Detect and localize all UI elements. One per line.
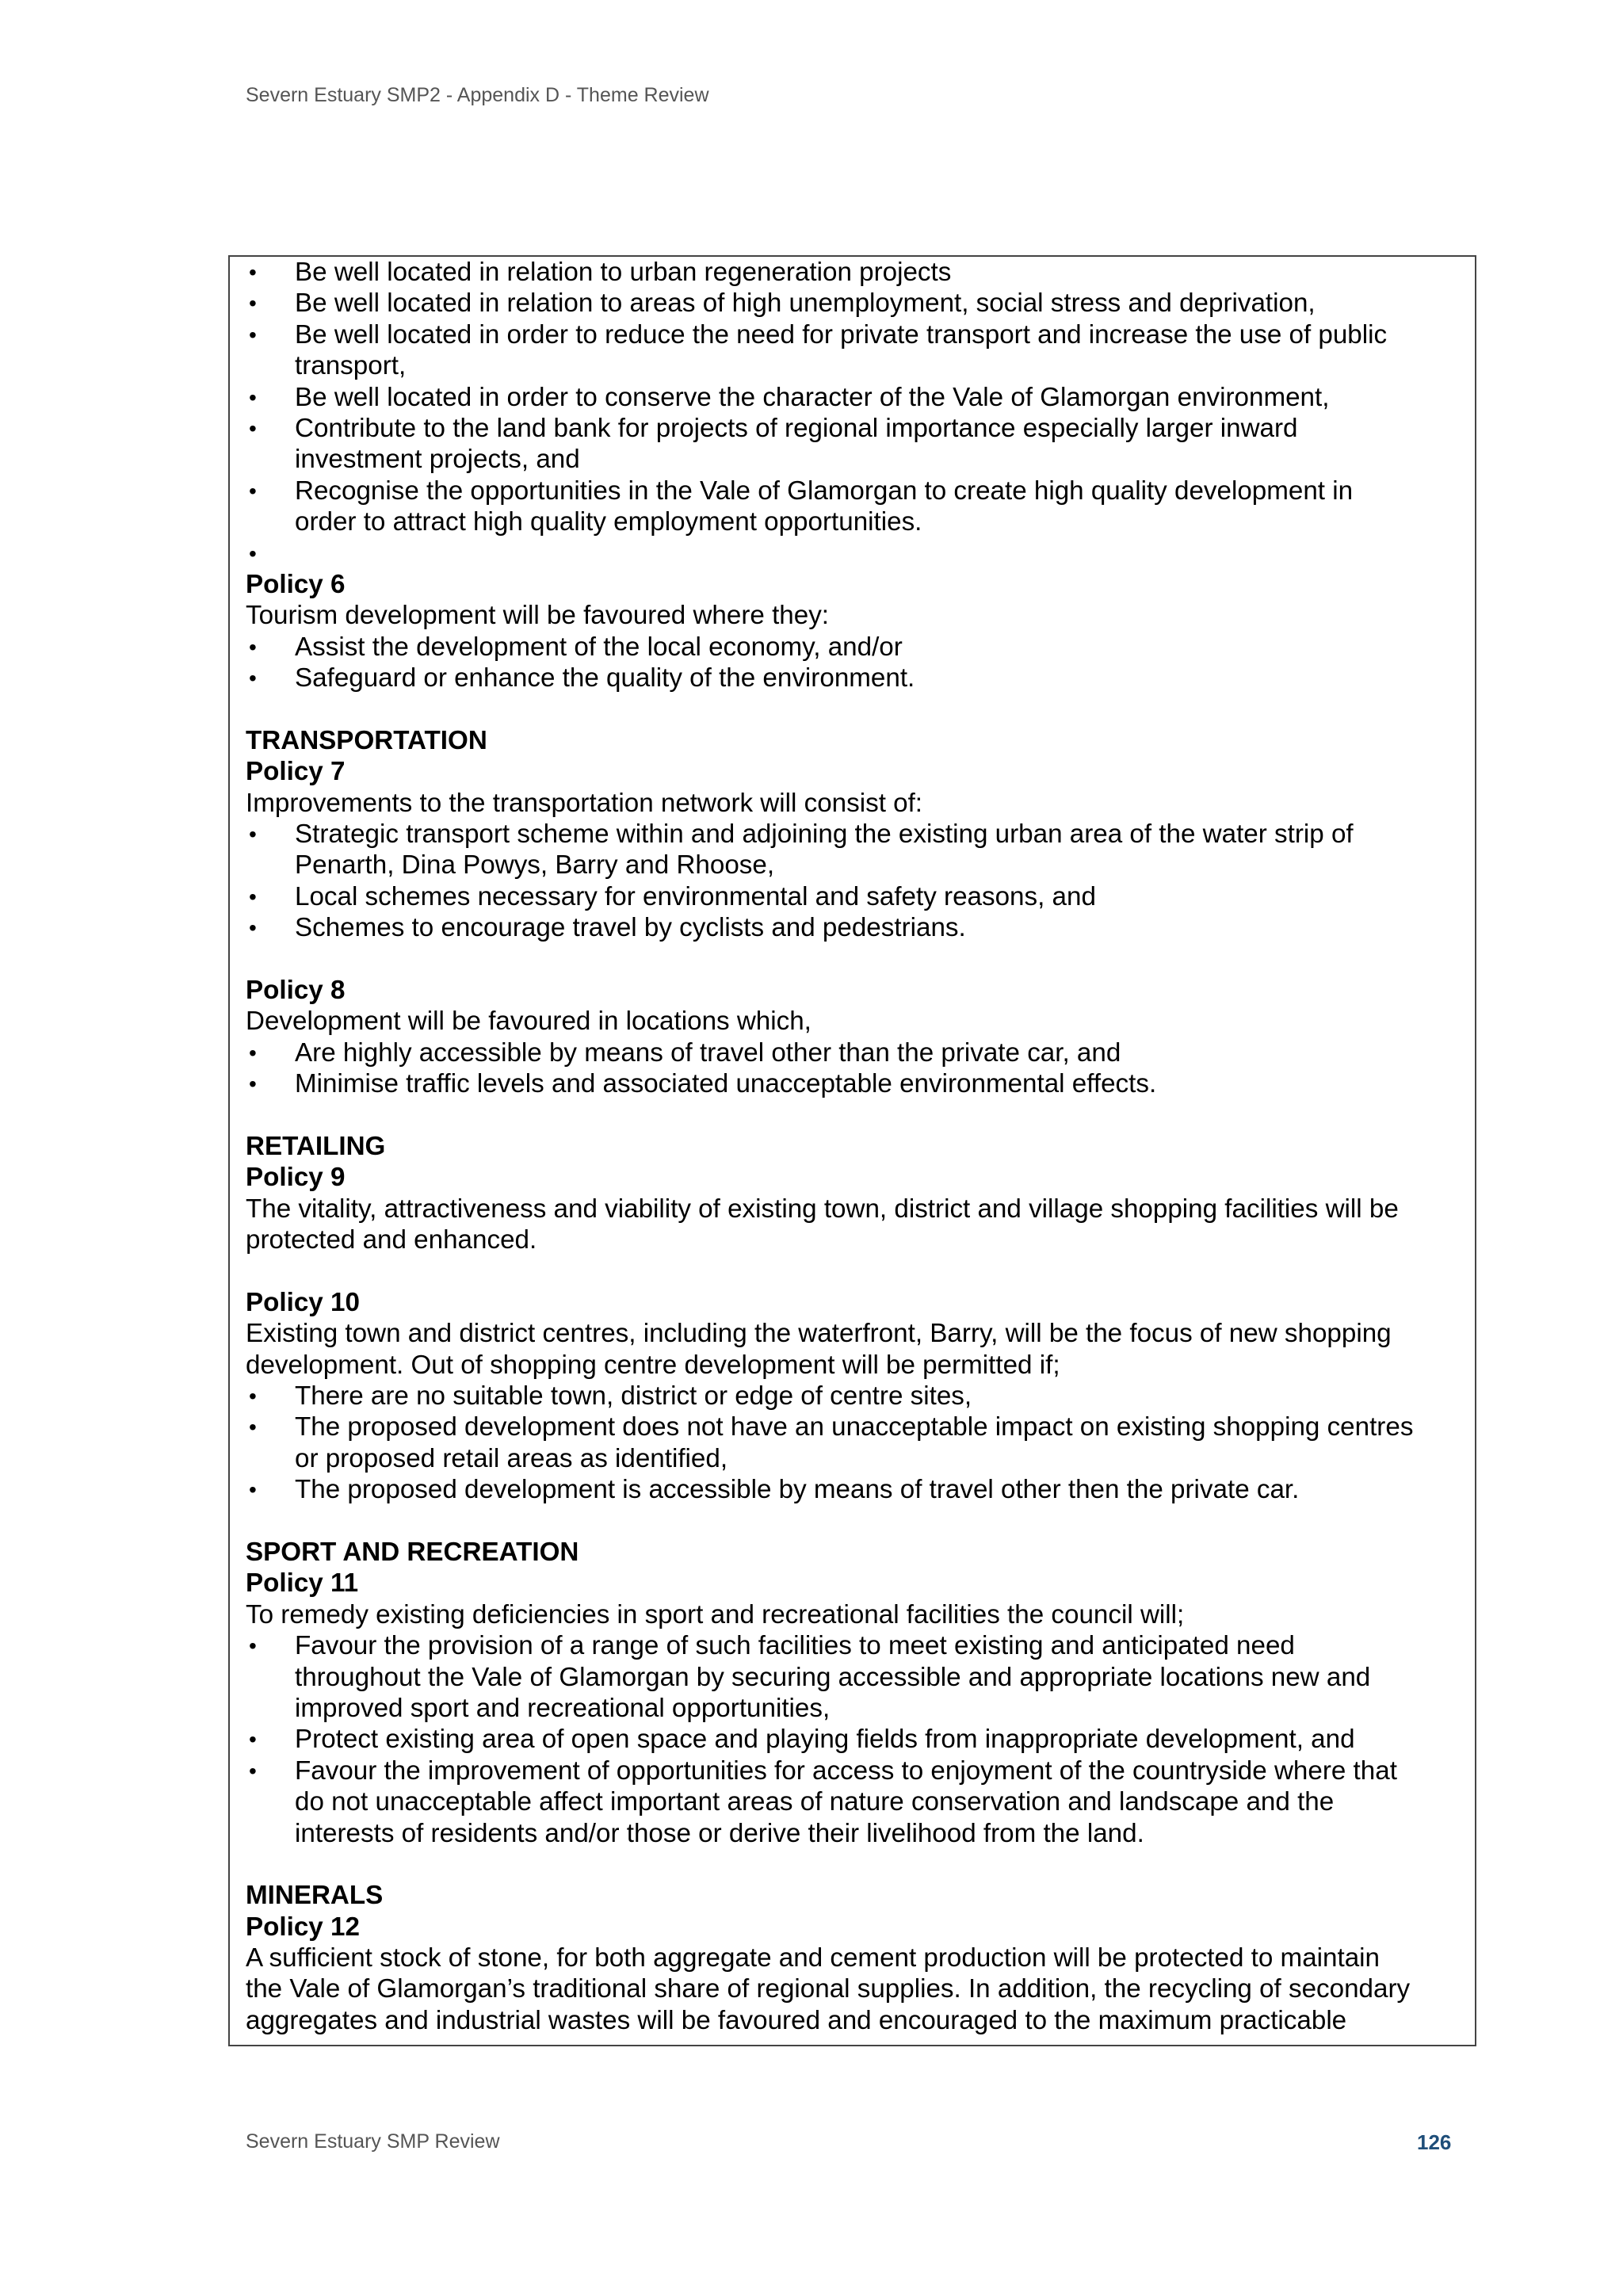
bullet-text: Protect existing area of open space and playing fields from inappropriate development, and bbox=[295, 1725, 1355, 1755]
bullet-continuation: do not unacceptable affect important areas of nature conservation and landscape and the bbox=[295, 1787, 1335, 1817]
section-heading: TRANSPORTATION bbox=[246, 725, 487, 755]
bullet-continuation: Penarth, Dina Powys, Barry and Rhoose, bbox=[295, 850, 775, 881]
body-text: A sufficient stock of stone, for both aggregate and cement production will be protected to maintain bbox=[246, 1943, 1380, 1973]
spacer bbox=[246, 1506, 1461, 1537]
section-heading: RETAILING bbox=[246, 1131, 386, 1161]
bullet-item bbox=[246, 257, 1461, 288]
bullet-text: Local schemes necessary for environmental and safety reasons, and bbox=[295, 881, 1096, 911]
bullet-continuation: order to attract high quality employment opportunities. bbox=[295, 507, 922, 537]
bullet-text: Favour the provision of a range of such facilities to meet existing and anticipated need bbox=[295, 1631, 1295, 1661]
bullet-text: Be well located in relation to urban regeneration projects bbox=[295, 258, 952, 287]
page-number: 126 bbox=[1417, 2130, 1452, 2154]
section-heading: Policy 8 bbox=[246, 975, 346, 1005]
bullet-item bbox=[246, 1724, 1461, 1755]
section-heading: Policy 7 bbox=[246, 757, 346, 787]
bullet-icon: • bbox=[249, 1758, 257, 1783]
bullet-text: Minimise traffic levels and associated unacceptable environmental effects. bbox=[295, 1069, 1157, 1099]
bullet-item bbox=[246, 382, 1461, 413]
bullet-icon: • bbox=[249, 1072, 257, 1097]
bullet-icon: • bbox=[249, 1415, 257, 1440]
spacer bbox=[246, 1100, 1461, 1131]
bullet-continuation: interests of residents and/or those or derive their livelihood from the land. bbox=[295, 1818, 1144, 1848]
bullet-item bbox=[246, 912, 1461, 943]
bullet-icon: • bbox=[249, 291, 257, 316]
bullet-text: Favour the improvement of opportunities for access to enjoyment of the countryside where that bbox=[295, 1755, 1397, 1786]
section-heading: Policy 6 bbox=[246, 569, 346, 599]
spacer bbox=[246, 1849, 1461, 1880]
bullet-item bbox=[246, 476, 1461, 506]
bullet-text: Recognise the opportunities in the Vale of Glamorgan to create high quality development in bbox=[295, 476, 1354, 506]
bullet-item bbox=[246, 1037, 1461, 1068]
body-text: Tourism development will be favoured where they: bbox=[246, 601, 830, 631]
bullet-text: Contribute to the land bank for projects of regional importance especially larger inward bbox=[295, 413, 1298, 443]
bullet-item bbox=[246, 413, 1461, 444]
bullet-icon: • bbox=[249, 915, 257, 941]
bullet-icon: • bbox=[249, 322, 257, 347]
bullet-item bbox=[246, 1412, 1461, 1442]
spacer bbox=[246, 944, 1461, 975]
section-heading: Policy 10 bbox=[246, 1287, 360, 1317]
body-text: development. Out of shopping centre development will be permitted if; bbox=[246, 1350, 1060, 1380]
bullet-item bbox=[246, 538, 1461, 569]
bullet-continuation: throughout the Vale of Glamorgan by securing accessible and appropriate locations new and bbox=[295, 1662, 1371, 1692]
bullet-continuation: investment projects, and bbox=[295, 445, 580, 475]
bullet-icon: • bbox=[249, 884, 257, 909]
bullet-icon: • bbox=[249, 260, 257, 285]
bullet-item bbox=[246, 663, 1461, 693]
policy-lines bbox=[246, 257, 1461, 2036]
bullet-icon: • bbox=[249, 384, 257, 410]
page-header: Severn Estuary SMP2 - Appendix D - Theme Review bbox=[246, 84, 709, 106]
bullet-icon: • bbox=[249, 541, 257, 566]
bullet-item bbox=[246, 1755, 1461, 1786]
section-heading: Policy 11 bbox=[246, 1568, 359, 1599]
body-text: Existing town and district centres, including the waterfront, Barry, will be the focus of new shopping bbox=[246, 1319, 1392, 1349]
bullet-icon: • bbox=[249, 1727, 257, 1752]
bullet-item bbox=[246, 1474, 1461, 1505]
bullet-icon: • bbox=[249, 415, 257, 441]
bullet-text: Be well located in order to conserve the character of the Vale of Glamorgan environment, bbox=[295, 382, 1330, 412]
bullet-icon: • bbox=[249, 666, 257, 691]
bullet-text: There are no suitable town, district or edge of centre sites, bbox=[295, 1381, 972, 1412]
body-text: To remedy existing deficiencies in sport and recreational facilities the council will; bbox=[246, 1599, 1185, 1629]
bullet-icon: • bbox=[249, 1477, 257, 1503]
bullet-item bbox=[246, 819, 1461, 850]
bullet-item bbox=[246, 319, 1461, 350]
section-heading: MINERALS bbox=[246, 1881, 384, 1911]
bullet-text: Strategic transport scheme within and adjoining the existing urban area of the water strip of bbox=[295, 819, 1354, 850]
body-text: protected and enhanced. bbox=[246, 1225, 537, 1255]
bullet-item bbox=[246, 288, 1461, 319]
bullet-icon: • bbox=[249, 478, 257, 503]
bullet-icon: • bbox=[249, 634, 257, 659]
spacer bbox=[246, 693, 1461, 724]
body-text: aggregates and industrial wastes will be favoured and encouraged to the maximum practicable bbox=[246, 2005, 1347, 2035]
bullet-text: Safeguard or enhance the quality of the environment. bbox=[295, 663, 915, 693]
bullet-item bbox=[246, 1068, 1461, 1099]
bullet-item bbox=[246, 1381, 1461, 1412]
bullet-continuation: improved sport and recreational opportunities, bbox=[295, 1693, 831, 1723]
bullet-text: Be well located in relation to areas of high unemployment, social stress and deprivation, bbox=[295, 288, 1316, 319]
bullet-text: Are highly accessible by means of travel other than the private car, and bbox=[295, 1037, 1121, 1068]
bullet-text: The proposed development is accessible by means of travel other then the private car. bbox=[295, 1475, 1300, 1505]
bullet-continuation: or proposed retail areas as identified, bbox=[295, 1443, 728, 1473]
bullet-item bbox=[246, 632, 1461, 663]
body-text: Improvements to the transportation network will consist of: bbox=[246, 788, 923, 818]
bullet-text: Be well located in order to reduce the need for private transport and increase the use of public bbox=[295, 319, 1388, 350]
section-heading: SPORT AND RECREATION bbox=[246, 1538, 579, 1568]
body-text: the Vale of Glamorgan’s traditional share of regional supplies. In addition, the recycling of secondary bbox=[246, 1974, 1411, 2004]
bullet-icon: • bbox=[249, 1040, 257, 1065]
body-text: Development will be favoured in locations which, bbox=[246, 1007, 812, 1037]
bullet-item bbox=[246, 1630, 1461, 1661]
spacer bbox=[246, 1256, 1461, 1287]
bullet-text: The proposed development does not have an unacceptable impact on existing shopping centres bbox=[295, 1412, 1414, 1442]
bullet-text: Assist the development of the local economy, and/or bbox=[295, 632, 903, 662]
body-text: The vitality, attractiveness and viability of existing town, district and village shopping facilities will be bbox=[246, 1194, 1399, 1224]
bullet-icon: • bbox=[249, 822, 257, 847]
bullet-icon: • bbox=[249, 1633, 257, 1659]
bullet-item bbox=[246, 881, 1461, 912]
bullet-continuation: transport, bbox=[295, 351, 407, 381]
page-footer: Severn Estuary SMP Review bbox=[246, 2130, 500, 2153]
bullet-text: Schemes to encourage travel by cyclists and pedestrians. bbox=[295, 913, 966, 943]
section-heading: Policy 12 bbox=[246, 1912, 360, 1942]
bullet-icon: • bbox=[249, 1384, 257, 1409]
policy-text-box bbox=[228, 255, 1476, 2046]
section-heading: Policy 9 bbox=[246, 1163, 346, 1193]
